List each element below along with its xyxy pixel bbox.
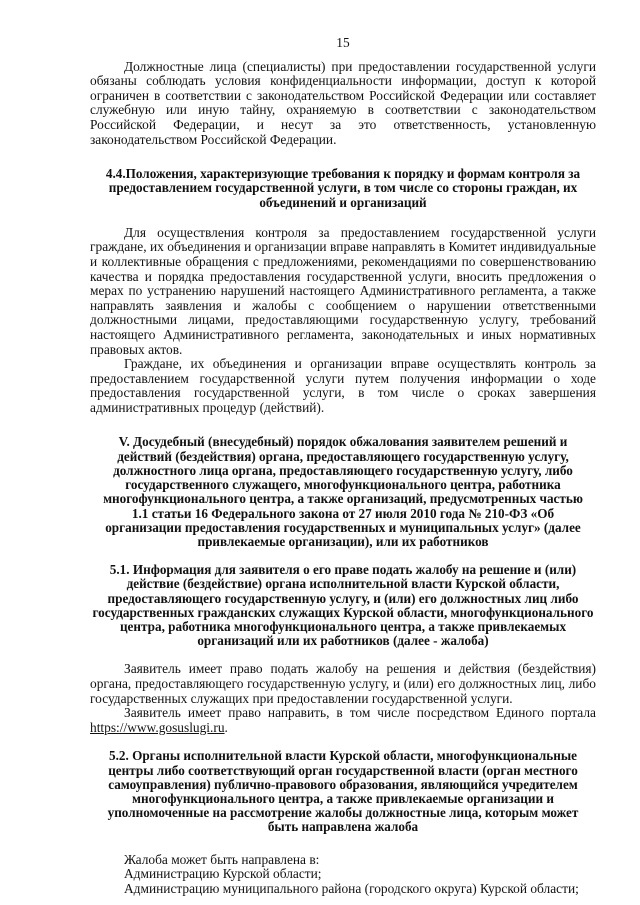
paragraph-right-to-complain: Заявитель имеет право подать жалобу на решения и действия (бездействия) органа, предоставляющего государственную услугу, и (или) его должностных лиц, либо государственных служащих при предоставлении государственной услуги.: [90, 661, 596, 706]
paragraph-control-2: Граждане, их объединения и организации вправе осуществлять контроль за предоставлением государственной услуги путем получения информации о ходе предоставления государственной услуги, в том числе о сроках завершения административных процедур (действий).: [90, 356, 596, 415]
paragraph-may-send: Жалоба может быть направлена в:: [124, 851, 320, 867]
portal-link[interactable]: https://www.gosuslugi.ru: [90, 719, 225, 735]
document-page: [90, 36, 596, 896]
section-heading-4-4: 4.4.Положения, характеризующие требования к порядку и формам контроля за предоставлением государственной услуги, в том числе со стороны граждан, их объединений и организаций: [105, 166, 581, 210]
section-heading-5-2: 5.2. Органы исполнительной власти Курской области, многофункциональные центры либо соответствующий орган государственной власти (орган местного самоуправления) публично-правового образования, являющийся учредителем многофункционального центра, а также привлекаемые организации и уполномоченные на рассмотрение жалобы должностные лица, которым может быть направлена жалоба: [107, 748, 579, 835]
section-heading-v: V. Досудебный (внесудебный) порядок обжалования заявителем решений и действий (бездействия) органа, предоставляющего государственную услугу, должностного лица органа, предоставляющего государственную услугу, либо государственного служащего, многофункционального центра, работника многофункционального центра, а также организаций, предусмотренных частью 1.1 статьи 16 Федерального закона от 27 июля 2010 года № 210-ФЗ «Об организации предоставления государственных и муниципальных услуг» (далее привлекаемые организации), или их работников: [103, 434, 583, 549]
list-item: Администрацию Курской области;: [124, 866, 322, 882]
paragraph-control-1: Для осуществления контроля за предоставлением государственной услуги граждане, их объединения и организации вправе направлять в Комитет индивидуальные и коллективные обращения с предложениями, рекомендациями по совершенствованию качества и порядка предоставления государственной услуги, вносить предложения о мерах по устранению нарушений настоящего Административного регламента, а также направлять заявления и жалобы с сообщением о нарушении ответственными должностными лицами, предоставляющими государственную услугу, требований настоящего Административного регламента, законодательных и иных нормативных правовых актов.: [90, 224, 596, 357]
portal-text: Заявитель имеет право направить, в том числе посредством Единого портала: [124, 705, 596, 721]
section-heading-5-1: 5.1. Информация для заявителя о его праве подать жалобу на решение и (или) действие (бездействие) органа исполнительной власти Курской области, предоставляющего государственную услугу, и (или) его должностных лиц либо государственных гражданских служащих Курской области, многофункционального центра, работника многофункционального центра, а также привлекаемых организаций или их работников (далее - жалоба): [92, 562, 594, 649]
paragraph-portal: [90, 706, 596, 735]
page-number: 15: [336, 35, 350, 50]
portal-text-end: .: [224, 719, 228, 735]
paragraph-confidentiality: Должностные лица (специалисты) при предоставлении государственной услуги обязаны соблюдать условия конфиденциальности информации, доступ к которой ограничен в соответствии с законодательством Российской Федерации или составляет служебную или иную тайну, охраняемую в соответствии с законодательством Российской Федерации, и несут за это ответственность, установленную законодательством Российской Федерации.: [90, 58, 596, 147]
list-item: Администрацию муниципального района (городского округа) Курской области;: [124, 880, 579, 896]
